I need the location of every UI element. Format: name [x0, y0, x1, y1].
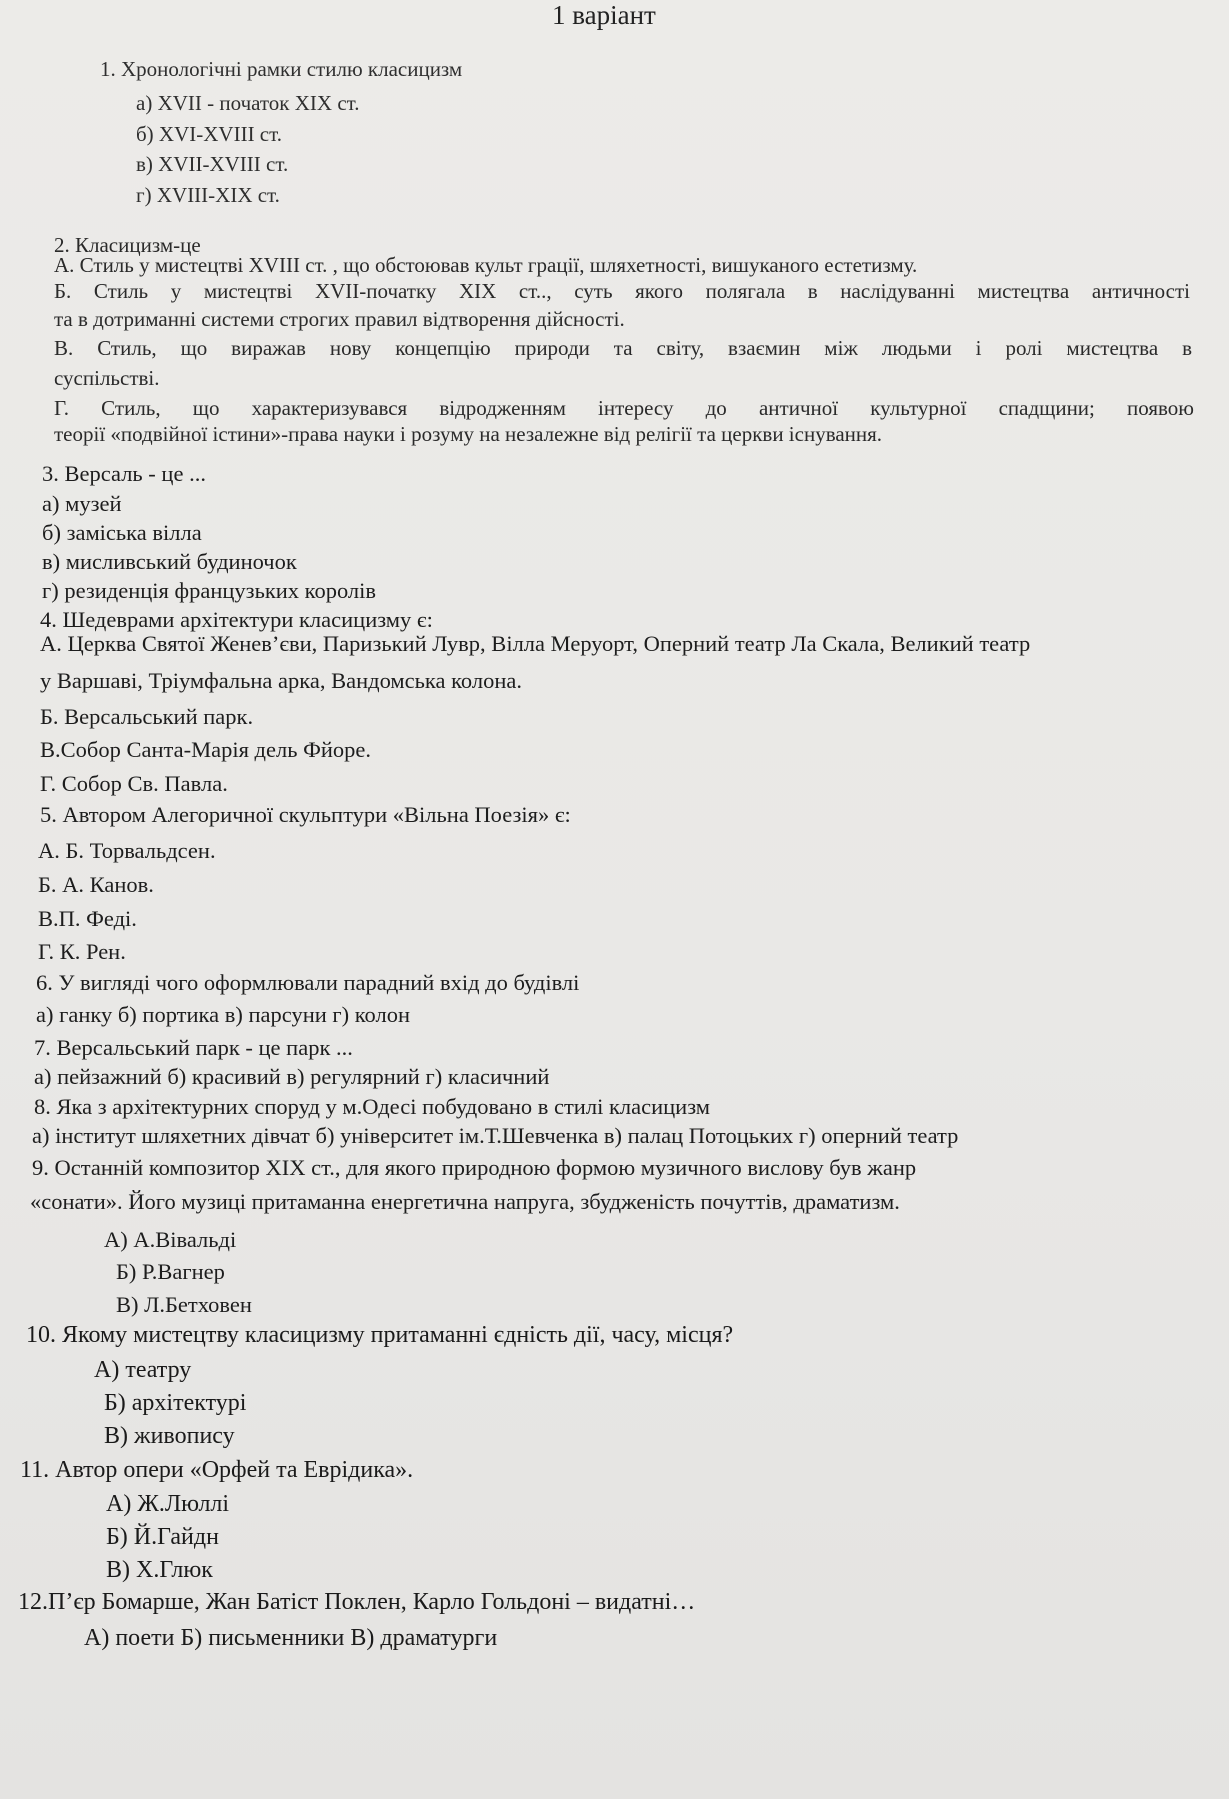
q8-question: 8. Яка з архітектурних споруд у м.Одесі побудовано в стилі класицизм — [34, 1094, 711, 1119]
q11-option: В) Х.Глюк — [106, 1557, 213, 1583]
q10-option: А) театру — [94, 1357, 192, 1383]
q9-question-cont: «сонати». Його музиці притаманна енергетична напруга, збудженість почуттів, драматизм. — [30, 1189, 900, 1214]
q2-option-b-cont: та в дотриманні системи строгих правил відтворення дійсності. — [54, 307, 625, 331]
q11-option: Б) Й.Гайдн — [106, 1524, 219, 1550]
q4-option-c: В.Собор Санта-Марія дель Фйоре. — [40, 737, 372, 762]
q9-question: 9. Останній композитор XIX ст., для якого природною формою музичного вислову був жанр — [32, 1155, 917, 1180]
q2-option-d-cont: теорії «подвійної істини»-права науки і розуму на незалежне від релігії та церкви існування. — [54, 422, 883, 446]
q7-options: а) пейзажний б) красивий в) регулярний г) класичний — [34, 1064, 550, 1089]
q3-option: г) резиденція французьких королів — [42, 578, 377, 603]
q5-question: 5. Автором Алегоричної скульптури «Вільна Поезія» є: — [40, 802, 571, 827]
q2-option-a: А. Стиль у мистецтві XVIII ст. , що обстоював культ грації, шляхетності, вишуканого естетизму. — [54, 253, 918, 277]
q2-option-d: Г. Стиль, що характеризувався відродженням інтересу до античної культурної спадщини; появою — [54, 396, 1194, 420]
q4-option-a-cont: у Варшаві, Тріумфальна арка, Вандомська колона. — [40, 668, 522, 693]
q4-option-d: Г. Собор Св. Павла. — [40, 771, 228, 796]
q10-option: Б) архітектурі — [104, 1390, 247, 1416]
q4-option-b: Б. Версальський парк. — [40, 704, 254, 729]
q9-option: А) А.Вівальді — [104, 1227, 237, 1252]
page-title: 1 варіант — [552, 0, 656, 30]
q1-option: а) XVII - початок XIX ст. — [136, 91, 360, 115]
q1-option: в) XVII-XVIII ст. — [136, 152, 289, 176]
q2-option-c-cont: суспільстві. — [54, 366, 160, 390]
q9-option: В) Л.Бетховен — [116, 1292, 252, 1317]
q1-option: г) XVIII-XIX ст. — [136, 183, 280, 207]
q6-question: 6. У вигляді чого оформлювали парадний вхід до будівлі — [36, 970, 580, 995]
q10-question: 10. Якому мистецтву класицизму притаманні єдність дії, часу, місця? — [26, 1322, 734, 1348]
q9-option: Б) Р.Вагнер — [116, 1259, 225, 1284]
q3-option: а) музей — [42, 491, 122, 516]
q12-question: 12.П’єр Бомарше, Жан Батіст Поклен, Карло Гольдоні – видатні… — [18, 1589, 696, 1615]
q5-option: Б. А. Канов. — [38, 872, 154, 897]
q8-options: а) інститут шляхетних дівчат б) університет ім.Т.Шевченка в) палац Потоцьких г) оперний театр — [32, 1123, 959, 1148]
q1-option: б) XVI-XVIII ст. — [136, 122, 282, 146]
q3-option: б) заміська вілла — [42, 520, 202, 545]
q2-question: 2. Класицизм-це — [54, 233, 201, 257]
q4-option-a: А. Церква Святої Женев’єви, Паризький Лувр, Вілла Меруорт, Оперний театр Ла Скала, Великий театр — [40, 631, 1031, 656]
q7-question: 7. Версальський парк - це парк ... — [34, 1035, 353, 1060]
q5-option: А. Б. Торвальдсен. — [38, 838, 216, 863]
q2-option-b: Б. Стиль у мистецтві XVII-початку XIX ст.., суть якого полягала в наслідуванні мистецтва античності — [54, 279, 1190, 303]
q3-option: в) мисливський будиночок — [42, 549, 297, 574]
q1-question: 1. Хронологічні рамки стилю класицизм — [100, 57, 463, 81]
q12-options: А) поети Б) письменники В) драматурги — [84, 1625, 498, 1651]
q11-option: А) Ж.Люллі — [106, 1491, 230, 1517]
q6-options: а) ганку б) портика в) парсуни г) колон — [36, 1002, 411, 1027]
q3-question: 3. Версаль - це ... — [42, 461, 206, 486]
q2-option-c: В. Стиль, що виражав нову концепцію природи та світу, взаємин між людьми і ролі мистецтва в — [54, 336, 1192, 360]
q4-question: 4. Шедеврами архітектури класицизму є: — [40, 607, 433, 632]
q10-option: В) живопису — [104, 1423, 235, 1449]
q5-option: В.П. Феді. — [38, 906, 137, 931]
q11-question: 11. Автор опери «Орфей та Еврідика». — [20, 1457, 414, 1483]
q5-option: Г. К. Рен. — [38, 939, 126, 964]
